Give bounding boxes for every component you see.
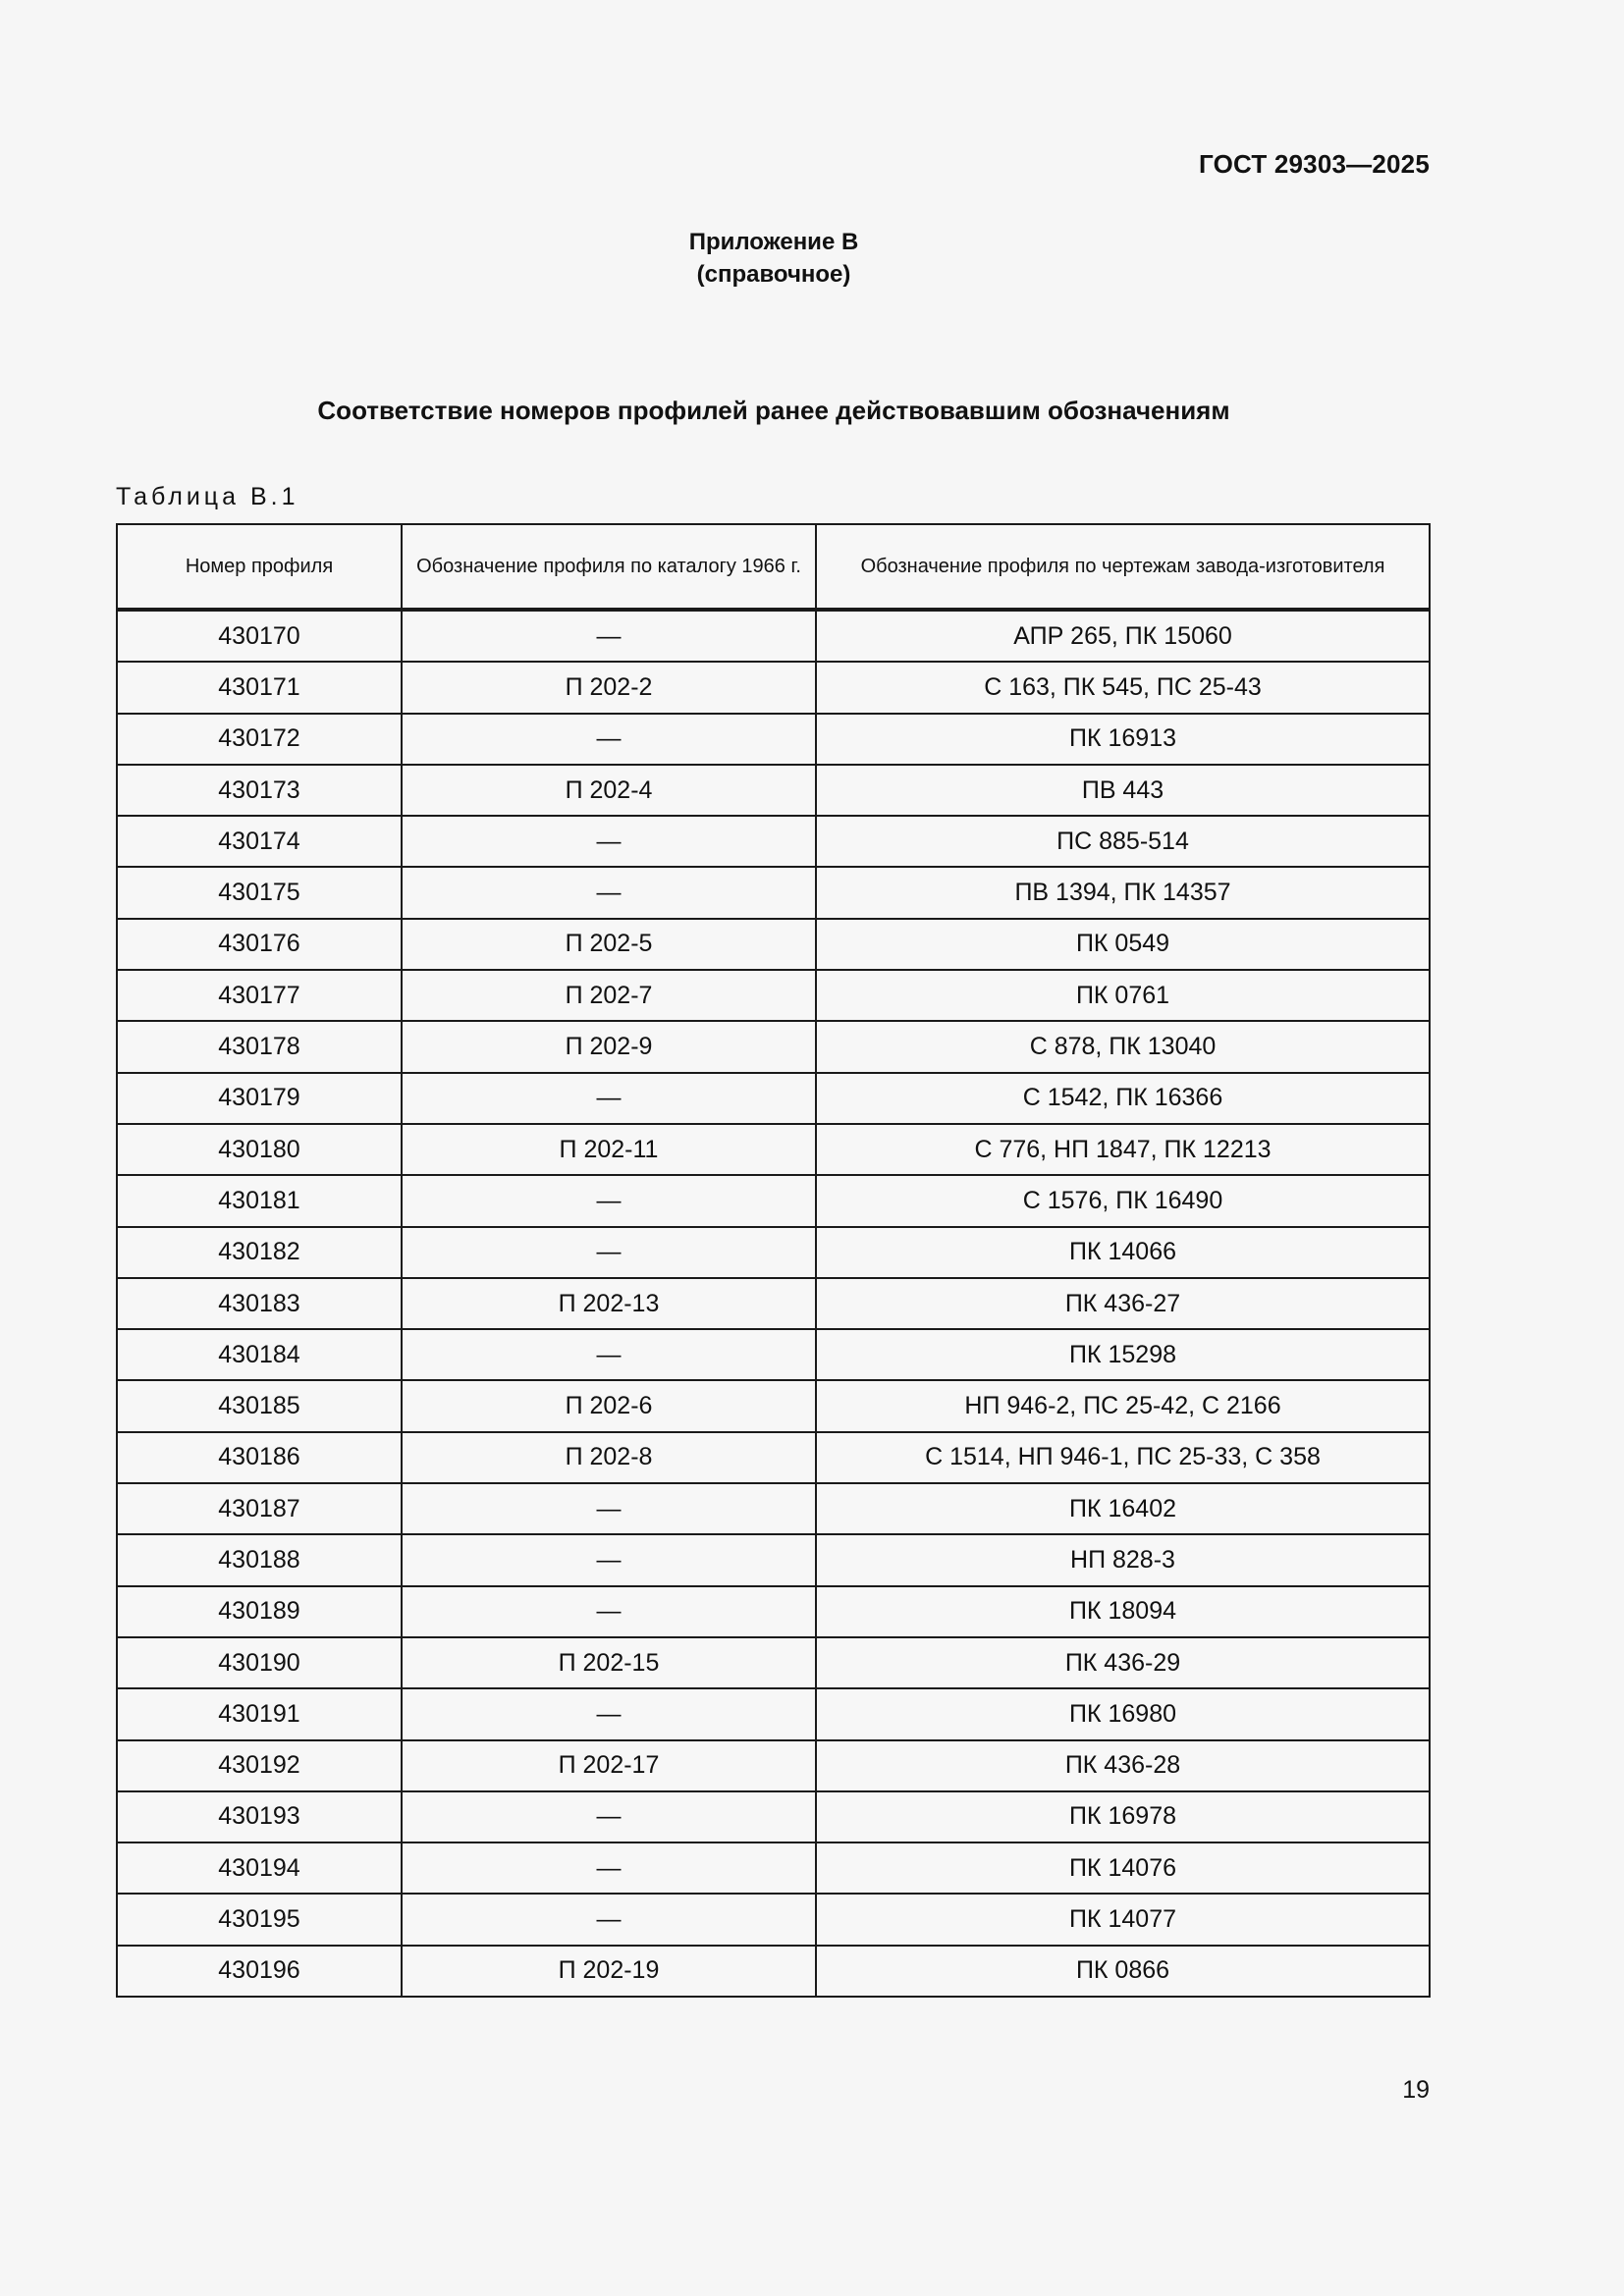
cell-profile-number: 430194 <box>117 1842 402 1894</box>
table-row <box>117 1124 1430 1175</box>
table-header-row <box>117 524 1430 610</box>
cell-catalog-designation: П 202-13 <box>402 1278 816 1329</box>
cell-catalog-designation: П 202-4 <box>402 765 816 816</box>
cell-catalog-designation: П 202-11 <box>402 1124 816 1175</box>
appendix-heading <box>0 226 1547 291</box>
cell-profile-number: 430178 <box>117 1021 402 1072</box>
table-row <box>117 1380 1430 1431</box>
cell-factory-designation: ПК 16978 <box>816 1791 1430 1842</box>
cell-catalog-designation: — <box>402 1227 816 1278</box>
cell-catalog-designation: — <box>402 1534 816 1585</box>
table-row <box>117 1894 1430 1945</box>
cell-catalog-designation: П 202-7 <box>402 970 816 1021</box>
cell-profile-number: 430180 <box>117 1124 402 1175</box>
cell-catalog-designation: П 202-8 <box>402 1432 816 1483</box>
cell-factory-designation: ПК 16980 <box>816 1688 1430 1739</box>
cell-factory-designation: ПК 0549 <box>816 919 1430 970</box>
table-row <box>117 1175 1430 1226</box>
appendix-title: Приложение В <box>688 229 859 255</box>
table-row <box>117 1483 1430 1534</box>
cell-factory-designation: С 1542, ПК 16366 <box>816 1073 1430 1124</box>
table-row <box>117 1586 1430 1637</box>
document-code: ГОСТ 29303—2025 <box>1199 149 1430 179</box>
column-header-profile-number: Номер профиля <box>117 524 402 610</box>
cell-profile-number: 430196 <box>117 1946 402 1997</box>
table-row <box>117 1278 1430 1329</box>
page-number: 19 <box>1402 2076 1430 2104</box>
cell-factory-designation: ПК 0761 <box>816 970 1430 1021</box>
cell-profile-number: 430172 <box>117 714 402 765</box>
column-header-factory-drawings: Обозначение профиля по чертежам завода-изготовителя <box>816 524 1430 610</box>
cell-factory-designation: АПР 265, ПК 15060 <box>816 610 1430 662</box>
cell-factory-designation: ПК 14077 <box>816 1894 1430 1945</box>
cell-factory-designation: ПК 14076 <box>816 1842 1430 1894</box>
table-row <box>117 1637 1430 1688</box>
cell-factory-designation: ПК 14066 <box>816 1227 1430 1278</box>
section-title: Соответствие номеров профилей ранее действовавшим обозначениям <box>317 396 1230 425</box>
cell-profile-number: 430174 <box>117 816 402 867</box>
cell-catalog-designation: П 202-6 <box>402 1380 816 1431</box>
table-row <box>117 714 1430 765</box>
cell-factory-designation: ПС 885-514 <box>816 816 1430 867</box>
table-row <box>117 1688 1430 1739</box>
table-row <box>117 1791 1430 1842</box>
cell-catalog-designation: П 202-19 <box>402 1946 816 1997</box>
cell-factory-designation: С 1576, ПК 16490 <box>816 1175 1430 1226</box>
cell-profile-number: 430192 <box>117 1740 402 1791</box>
cell-profile-number: 430182 <box>117 1227 402 1278</box>
cell-profile-number: 430186 <box>117 1432 402 1483</box>
cell-factory-designation: ПВ 443 <box>816 765 1430 816</box>
cell-catalog-designation: П 202-9 <box>402 1021 816 1072</box>
cell-factory-designation: ПВ 1394, ПК 14357 <box>816 867 1430 918</box>
cell-profile-number: 430185 <box>117 1380 402 1431</box>
cell-catalog-designation: — <box>402 867 816 918</box>
cell-factory-designation: ПК 0866 <box>816 1946 1430 1997</box>
table-row <box>117 1946 1430 1997</box>
cell-catalog-designation: — <box>402 1073 816 1124</box>
column-header-catalog-1966: Обозначение профиля по каталогу 1966 г. <box>402 524 816 610</box>
cell-profile-number: 430173 <box>117 765 402 816</box>
cell-profile-number: 430190 <box>117 1637 402 1688</box>
cell-catalog-designation: — <box>402 1894 816 1945</box>
cell-catalog-designation: П 202-17 <box>402 1740 816 1791</box>
cell-catalog-designation: — <box>402 1329 816 1380</box>
cell-factory-designation: ПК 16402 <box>816 1483 1430 1534</box>
cell-profile-number: 430176 <box>117 919 402 970</box>
table-row <box>117 662 1430 713</box>
cell-profile-number: 430195 <box>117 1894 402 1945</box>
table-row <box>117 765 1430 816</box>
cell-factory-designation: ПК 436-28 <box>816 1740 1430 1791</box>
cell-factory-designation: С 878, ПК 13040 <box>816 1021 1430 1072</box>
cell-catalog-designation: П 202-5 <box>402 919 816 970</box>
cell-profile-number: 430191 <box>117 1688 402 1739</box>
cell-factory-designation: ПК 15298 <box>816 1329 1430 1380</box>
cell-catalog-designation: — <box>402 1175 816 1226</box>
cell-profile-number: 430183 <box>117 1278 402 1329</box>
table-row <box>117 1740 1430 1791</box>
table-row <box>117 816 1430 867</box>
table-row <box>117 610 1430 662</box>
cell-profile-number: 430193 <box>117 1791 402 1842</box>
cell-profile-number: 430177 <box>117 970 402 1021</box>
cell-factory-designation: ПК 436-27 <box>816 1278 1430 1329</box>
cell-factory-designation: С 776, НП 1847, ПК 12213 <box>816 1124 1430 1175</box>
table-row <box>117 1329 1430 1380</box>
cell-profile-number: 430189 <box>117 1586 402 1637</box>
cell-catalog-designation: — <box>402 1842 816 1894</box>
cell-profile-number: 430179 <box>117 1073 402 1124</box>
cell-factory-designation: С 1514, НП 946-1, ПС 25-33, С 358 <box>816 1432 1430 1483</box>
table-row <box>117 1432 1430 1483</box>
cell-factory-designation: НП 828-3 <box>816 1534 1430 1585</box>
cell-catalog-designation: — <box>402 1483 816 1534</box>
cell-catalog-designation: — <box>402 1791 816 1842</box>
cell-profile-number: 430181 <box>117 1175 402 1226</box>
cell-profile-number: 430184 <box>117 1329 402 1380</box>
table-caption: Таблица В.1 <box>116 483 299 510</box>
table-row <box>117 867 1430 918</box>
table-body <box>117 610 1430 1997</box>
cell-factory-designation: ПК 436-29 <box>816 1637 1430 1688</box>
table-row <box>117 1534 1430 1585</box>
cell-profile-number: 430175 <box>117 867 402 918</box>
cell-factory-designation: ПК 18094 <box>816 1586 1430 1637</box>
cell-profile-number: 430188 <box>117 1534 402 1585</box>
cell-catalog-designation: — <box>402 714 816 765</box>
appendix-subtitle: (справочное) <box>696 261 851 288</box>
cell-catalog-designation: — <box>402 1688 816 1739</box>
table-row <box>117 970 1430 1021</box>
cell-catalog-designation: — <box>402 1586 816 1637</box>
cell-profile-number: 430171 <box>117 662 402 713</box>
table-row <box>117 1227 1430 1278</box>
table-row <box>117 919 1430 970</box>
cell-catalog-designation: П 202-15 <box>402 1637 816 1688</box>
cell-factory-designation: НП 946-2, ПС 25-42, С 2166 <box>816 1380 1430 1431</box>
cell-catalog-designation: — <box>402 816 816 867</box>
table-row <box>117 1842 1430 1894</box>
table-row <box>117 1073 1430 1124</box>
profiles-table <box>116 523 1431 1998</box>
table-row <box>117 1021 1430 1072</box>
cell-catalog-designation: — <box>402 610 816 662</box>
cell-profile-number: 430170 <box>117 610 402 662</box>
cell-factory-designation: ПК 16913 <box>816 714 1430 765</box>
cell-profile-number: 430187 <box>117 1483 402 1534</box>
cell-factory-designation: С 163, ПК 545, ПС 25-43 <box>816 662 1430 713</box>
cell-catalog-designation: П 202-2 <box>402 662 816 713</box>
